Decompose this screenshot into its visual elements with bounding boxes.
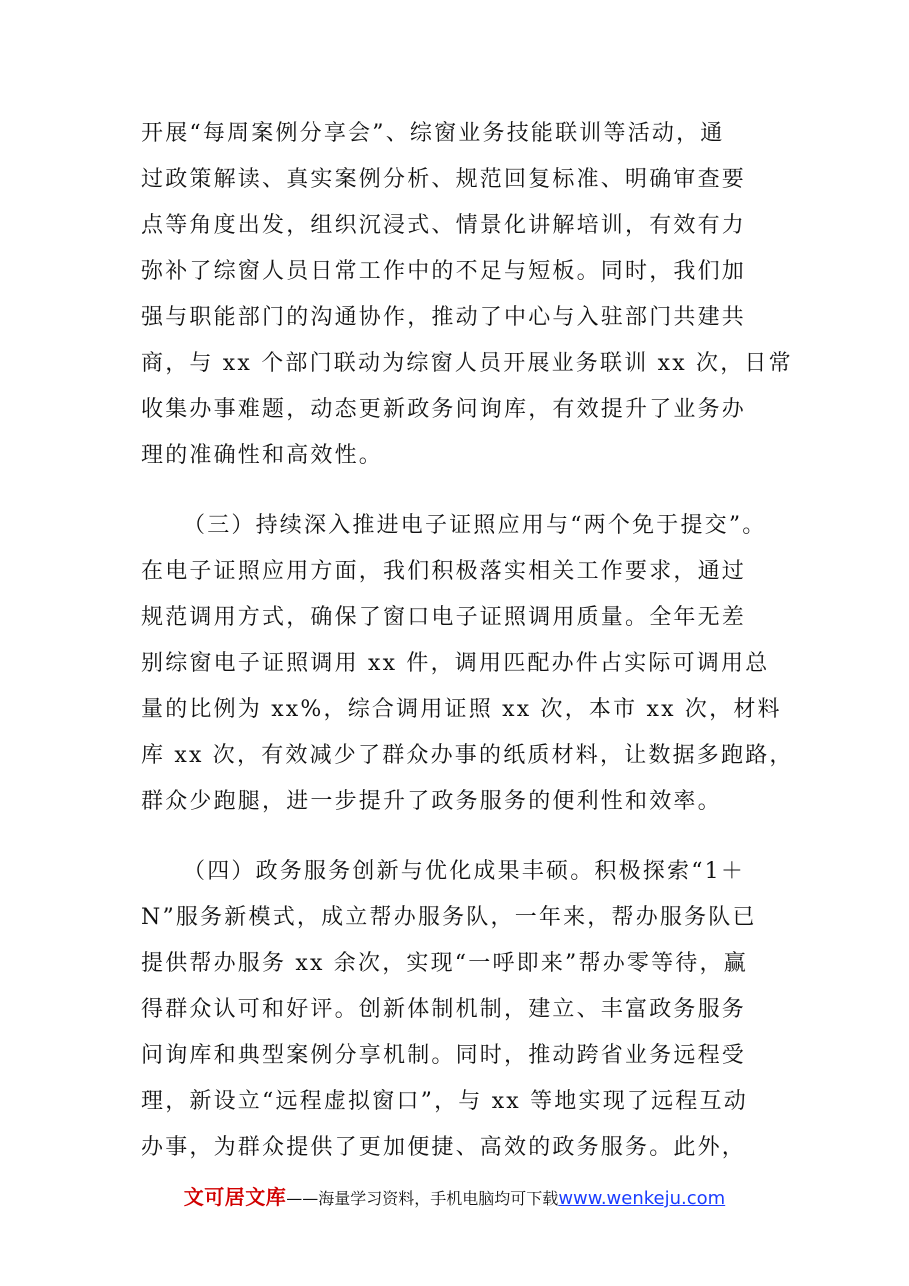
text-line: 量的比例为 xx%，综合调用证照 xx 次，本市 xx 次，材料 — [141, 697, 782, 722]
text-line: 提供帮办服务 xx 余次，实现“一呼即来”帮办零等待，赢 — [141, 951, 748, 976]
text-line: 理的准确性和高效性。 — [141, 443, 384, 468]
text-line: 点等角度出发，组织沉浸式、情景化讲解培训，有效有力 — [141, 213, 747, 238]
text-line: 开展“每周案例分享会”、综窗业务技能联训等活动，通 — [141, 121, 725, 146]
text-line: N”服务新模式，成立帮办服务队，一年来，帮办服务队已 — [141, 905, 757, 930]
text-line: 在电子证照应用方面，我们积极落实相关工作要求，通过 — [141, 559, 747, 584]
text-line: 收集办事难题，动态更新政务问询库，有效提升了业务办 — [141, 397, 747, 422]
text-line: 办事，为群众提供了更加便捷、高效的政务服务。此外， — [141, 1135, 747, 1160]
section-heading: （三）持续深入推进电子证照应用与“两个免于提交”。 — [183, 513, 767, 538]
footer-slogan: ——海量学习资料，手机电脑均可下载 — [286, 1189, 559, 1208]
section-heading: （四）政务服务创新与优化成果丰硕。积极探索“1＋ — [183, 859, 746, 884]
text-line: 强与职能部门的沟通协作，推动了中心与入驻部门共建共 — [141, 305, 747, 330]
text-line: 群众少跑腿，进一步提升了政务服务的便利性和效率。 — [141, 789, 722, 814]
text-line: 理，新设立“远程虚拟窗口”，与 xx 等地实现了远程互动 — [141, 1089, 748, 1114]
website-link[interactable]: www.wenkeju.com — [558, 1188, 726, 1209]
text-line: 库 xx 次，有效减少了群众办事的纸质材料，让数据多跑路， — [141, 743, 794, 768]
brand-name: 文可居文库 — [183, 1185, 287, 1209]
footer-banner — [0, 1181, 909, 1215]
text-line: 过政策解读、真实案例分析、规范回复标准、明确审查要 — [141, 167, 747, 192]
text-line: 得群众认可和好评。创新体制机制，建立、丰富政务服务 — [141, 997, 747, 1022]
text-line: 别综窗电子证照调用 xx 件，调用匹配办件占实际可调用总 — [141, 651, 770, 676]
text-line: 弥补了综窗人员日常工作中的不足与短板。同时，我们加 — [141, 259, 747, 284]
text-line: 商，与 xx 个部门联动为综窗人员开展业务联训 xx 次，日常 — [141, 351, 793, 376]
text-line: 问询库和典型案例分享机制。同时，推动跨省业务远程受 — [141, 1043, 747, 1068]
text-line: 规范调用方式，确保了窗口电子证照调用质量。全年无差 — [141, 605, 747, 630]
